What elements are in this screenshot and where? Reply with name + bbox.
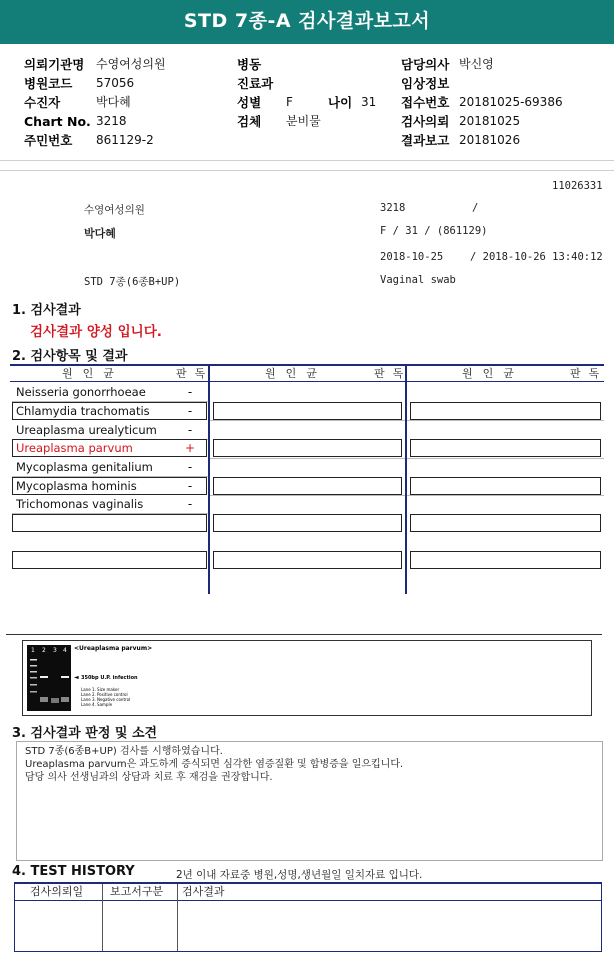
value-request-date: 20181025 (459, 114, 521, 128)
print-chart: 3218 (380, 202, 406, 214)
row-box (213, 477, 402, 495)
column-separator (405, 366, 407, 594)
value-patient: 박다혜 (96, 95, 131, 109)
print-clinic: 수영여성의원 (84, 204, 145, 216)
lane-label: 3 (53, 647, 57, 654)
report-title: STD 7종-A 검사결과보고서 (0, 0, 614, 44)
table-column-headers (0, 366, 614, 381)
history-col-result: 검사결과 (182, 885, 225, 898)
row-line (210, 420, 405, 421)
value-clinic: 수영여성의원 (96, 57, 166, 71)
pathogen-name: Ureaplasma urealyticum (16, 423, 157, 437)
row-box (410, 477, 601, 495)
section-history-title: 4. TEST HISTORY (12, 864, 135, 879)
value-resident-no: 861129-2 (96, 133, 154, 147)
col-header-judgment: 판독 (176, 367, 214, 380)
gel-electrophoresis-image (23, 641, 591, 715)
pathogen-result-positive: + (184, 441, 196, 455)
gel-image-frame (22, 640, 592, 716)
label-request-date: 검사의뢰 (401, 114, 450, 129)
col-header-pathogen: 원인균 (462, 367, 524, 380)
label-ward: 병동 (237, 57, 262, 72)
patient-info (0, 55, 614, 155)
value-age: 31 (361, 95, 377, 109)
label-clinic: 의뢰기관명 (24, 57, 85, 72)
history-col-request-date: 검사의뢰일 (30, 885, 84, 898)
pathogen-name: Trichomonas vaginalis (16, 497, 144, 511)
label-receipt-no: 접수번호 (401, 95, 450, 110)
interpretation-line: STD 7종(6종B+UP) 검사를 시행하였습니다. (25, 746, 223, 757)
row-box (12, 551, 207, 569)
label-resident-no: 주민번호 (24, 133, 73, 148)
pathogen-result: - (187, 423, 193, 437)
pathogen-result: - (187, 385, 193, 399)
table-header-rule (10, 381, 604, 382)
history-bottom-rule (14, 951, 602, 952)
section-items-title: 2. 검사항목 및 결과 (12, 349, 128, 364)
gel-title: <Ureaplasma parvum> (74, 645, 153, 652)
row-box (213, 514, 402, 532)
row-box (12, 514, 207, 532)
interpretation-box (16, 741, 603, 861)
history-col-separator (177, 884, 178, 951)
pathogen-name: Mycoplasma hominis (16, 479, 137, 493)
label-sex: 성별 (237, 95, 262, 110)
pathogen-result: - (187, 497, 193, 511)
interpretation-line: 담당 의사 선생님과의 상담과 치료 후 재검을 권장합니다. (25, 772, 273, 783)
col-header-pathogen: 원인균 (265, 367, 327, 380)
divider (0, 160, 614, 161)
gel-arrow-label: 350bp U.P. infection (81, 675, 138, 681)
row-line (210, 458, 405, 459)
pathogen-name: Mycoplasma genitalium (16, 460, 153, 474)
col-header-judgment: 판독 (374, 367, 412, 380)
row-box (410, 402, 601, 420)
print-test-name: STD 7종(6종B+UP) (84, 276, 181, 288)
label-department: 진료과 (237, 76, 274, 91)
interpretation-line: Ureaplasma parvum은 과도하게 증식되면 심각한 염증질환 및 합병증을 일으킵니다. (25, 759, 404, 770)
label-specimen: 검체 (237, 114, 262, 129)
gel-legend: Lane 4. Sample (81, 702, 113, 707)
history-col-report-type: 보고서구분 (110, 885, 164, 898)
row-line (407, 420, 604, 421)
value-sex: F (286, 95, 293, 109)
column-separator (208, 366, 210, 594)
lane-label: 2 (42, 647, 46, 654)
print-specimen: Vaginal swab (380, 274, 456, 286)
row-box (213, 402, 402, 420)
pathogen-result: - (187, 460, 193, 474)
pathogen-result: - (187, 479, 193, 493)
pathogen-name-positive: Ureaplasma parvum (16, 441, 133, 455)
row-line (210, 495, 405, 496)
col-header-pathogen: 원인균 (62, 367, 124, 380)
value-hospital-code: 57056 (96, 76, 135, 90)
value-chart-no: 3218 (96, 114, 127, 128)
value-report-date: 20181026 (459, 133, 521, 147)
section-interpretation-title: 3. 검사결과 판정 및 소견 (12, 726, 158, 741)
value-receipt-no: 20181025-69386 (459, 95, 563, 109)
divider (6, 634, 602, 635)
print-slash: / (472, 202, 479, 214)
history-border (14, 882, 15, 952)
arrow-icon: ◄ (74, 674, 79, 681)
lane-label: 1 (31, 647, 35, 654)
history-note: 2년 이내 자료중 병원,성명,생년월일 일치자료 입니다. (176, 869, 423, 881)
doc-number: 11026331 (552, 180, 603, 192)
row-box (410, 439, 601, 457)
print-sex-age: F / 31 / (861129) (380, 225, 488, 237)
label-chart-no: Chart No. (24, 114, 91, 129)
row-line (407, 495, 604, 496)
print-patient: 박다혜 (84, 227, 116, 240)
row-line (407, 458, 604, 459)
value-specimen: 분비물 (286, 114, 321, 128)
gel-legend: Lane 2. Positive control (81, 692, 128, 697)
label-hospital-code: 병원코드 (24, 76, 73, 91)
label-clinical-info: 임상정보 (401, 76, 450, 91)
positive-result: 검사결과 양성 입니다. (30, 324, 162, 340)
history-col-separator (102, 884, 103, 951)
section-result-title: 1. 검사결과 (12, 303, 81, 318)
row-box (213, 551, 402, 569)
pathogen-name: Chlamydia trachomatis (16, 404, 150, 418)
history-border (601, 882, 602, 952)
gel-legend: Lane 3. Negative control (81, 697, 131, 702)
label-age: 나이 (328, 95, 353, 110)
pathogen-name: Neisseria gonorrhoeae (16, 385, 146, 399)
gel-legend: Lane 1. Size maker (81, 687, 120, 692)
row-box (213, 439, 402, 457)
print-date-reported: / 2018-10-26 13:40:12 (470, 251, 603, 263)
label-patient: 수진자 (24, 95, 61, 110)
value-doctor: 박신영 (459, 57, 494, 71)
print-date-received: 2018-10-25 (380, 251, 444, 263)
divider (0, 170, 614, 171)
row-box (410, 514, 601, 532)
pathogen-result: - (187, 404, 193, 418)
row-box (410, 551, 601, 569)
col-header-judgment: 판독 (570, 367, 608, 380)
label-report-date: 결과보고 (401, 133, 450, 148)
lane-label: 4 (63, 647, 67, 654)
label-doctor: 담당의사 (401, 57, 450, 72)
